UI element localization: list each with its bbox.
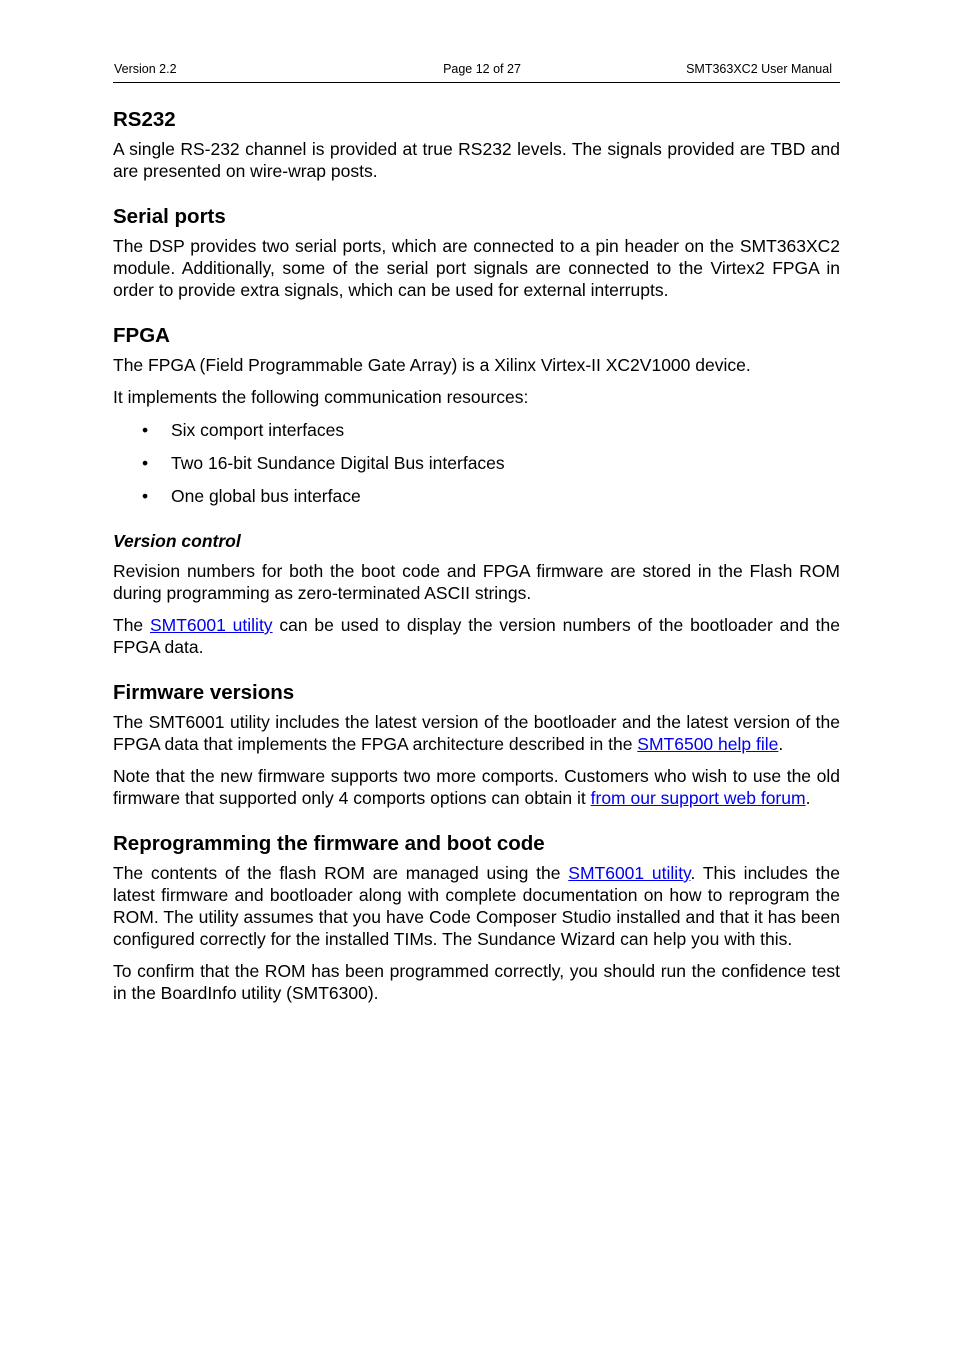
- list-item: [113, 452, 840, 474]
- page-header: [113, 61, 840, 83]
- heading-serial-ports: Serial ports: [113, 205, 226, 228]
- paragraph-flash-rom: The contents of the flash ROM are managed using the SMT6001 utility. This includes the latest firmware and bootloader along with complete documentation on how to reprogram the ROM. The utility assumes that you have Code Composer Studio installed and that it has been configured correctly for the installed TIMs. The Sundance Wizard can help you with this.: [113, 863, 841, 949]
- smt6001-utility-link[interactable]: SMT6001 utility: [568, 863, 691, 883]
- section-reprogramming: [113, 830, 840, 1004]
- header-version: Version 2.2: [114, 62, 177, 76]
- paragraph-serial-ports: The DSP provides two serial ports, which are connected to a pin header on the SMT363XC2 module. Additionally, some of the serial port signals are connected to the Virtex2 FPGA in order to provide extra signals, which can be used for external interrupts.: [113, 236, 840, 300]
- list-item: [113, 485, 840, 507]
- section-fpga: [113, 322, 840, 507]
- support-web-forum-link[interactable]: from our support web forum: [590, 788, 806, 808]
- paragraph-confidence-test: To confirm that the ROM has been programmed correctly, you should run the confidence test in the BoardInfo utility (SMT6300).: [113, 961, 840, 1003]
- paragraph-firmware-included: The SMT6001 utility includes the latest version of the bootloader and the latest version of the FPGA data that implements the FPGA architecture described in the SMT6500 help file.: [113, 712, 840, 754]
- section-serial-ports: [113, 203, 840, 301]
- heading-firmware-versions: Firmware versions: [113, 681, 295, 704]
- smt6500-help-file-link[interactable]: SMT6500 help file: [637, 734, 779, 754]
- heading-rs232: RS232: [113, 108, 176, 131]
- header-manual-title: SMT363XC2 User Manual: [686, 62, 832, 76]
- bullet-icon: •: [142, 420, 149, 440]
- header-page-number: Page 12 of 27: [443, 62, 521, 76]
- fpga-resource-list: [113, 419, 840, 507]
- smt6001-utility-link[interactable]: SMT6001 utility: [149, 615, 273, 635]
- section-rs232: [113, 106, 840, 182]
- paragraph-version-storage: Revision numbers for both the boot code and FPGA firmware are stored in the Flash ROM during programming as zero-terminated ASCII strings.: [113, 561, 840, 603]
- paragraph-fpga-resources: It implements the following communication resources:: [113, 387, 529, 407]
- list-item-text: Six comport interfaces: [171, 420, 345, 440]
- section-version-control: [113, 529, 840, 658]
- document-body: [113, 106, 840, 1004]
- list-item-text: One global bus interface: [171, 486, 361, 506]
- heading-reprogramming: Reprogramming the firmware and boot code: [113, 832, 545, 855]
- paragraph-rs232: A single RS-232 channel is provided at true RS232 levels. The signals provided are TBD and are presented on wire-wrap posts.: [113, 139, 840, 181]
- section-firmware-versions: [113, 679, 840, 809]
- list-item: [113, 419, 840, 441]
- heading-fpga: FPGA: [113, 324, 170, 347]
- list-item-text: Two 16-bit Sundance Digital Bus interfaces: [171, 453, 505, 473]
- paragraph-old-firmware: Note that the new firmware supports two more comports. Customers who wish to use the old firmware that supported only 4 comports options can obtain it from our support web forum.: [113, 766, 840, 808]
- paragraph-fpga-device: The FPGA (Field Programmable Gate Array) is a Xilinx Virtex-II XC2V1000 device.: [113, 355, 751, 375]
- heading-version-control: Version control: [113, 531, 241, 551]
- bullet-icon: •: [142, 486, 149, 506]
- bullet-icon: •: [142, 453, 149, 473]
- paragraph-version-display: The SMT6001 utility can be used to display the version numbers of the bootloader and the FPGA data.: [113, 615, 840, 657]
